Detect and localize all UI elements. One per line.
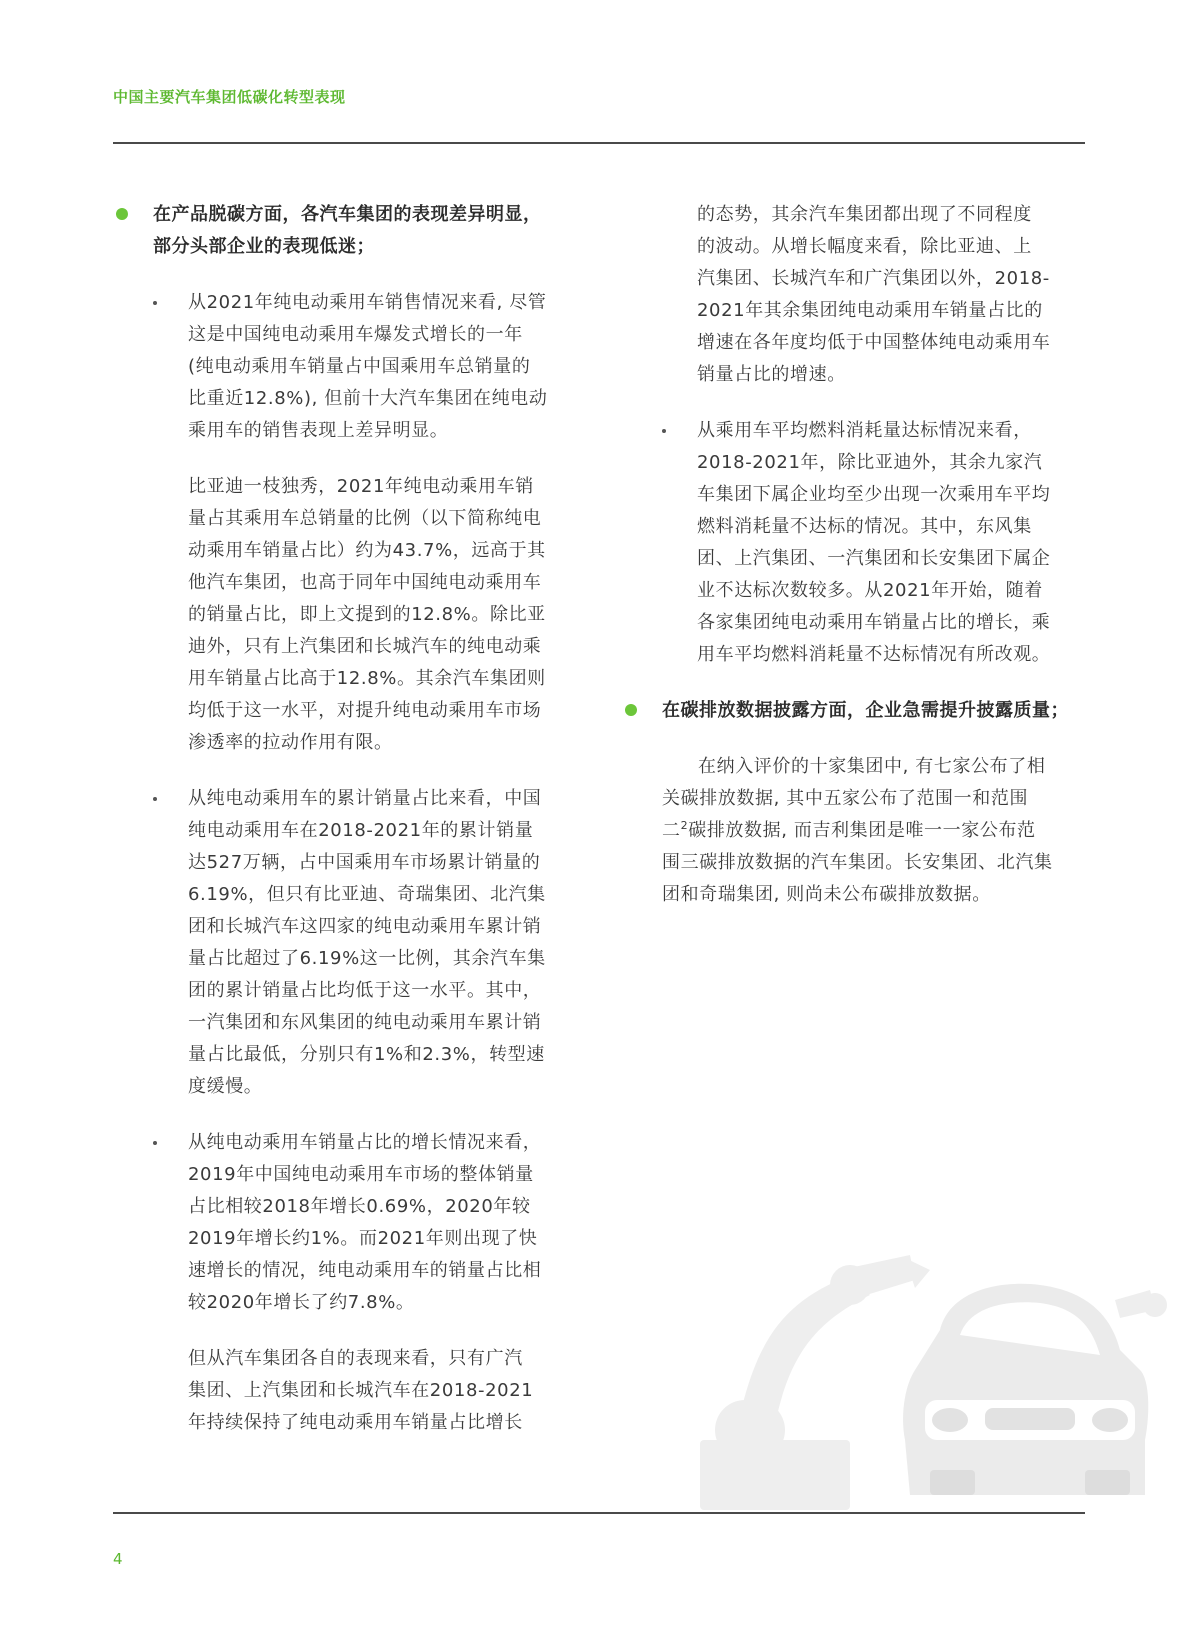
robot-joint-right xyxy=(1143,1293,1167,1317)
text-line: 这是中国纯电动乘用车爆发式增长的一年 xyxy=(188,324,523,345)
text-line: 从纯电动乘用车销量占比的增长情况来看， xyxy=(188,1132,542,1153)
text-line: 年持续保持了纯电动乘用车销量占比增长 xyxy=(188,1412,523,1433)
list-item xyxy=(622,415,1092,671)
text-line xyxy=(662,815,1092,847)
text-line: 团、上汽集团、一汽集团和长安集团下属企 xyxy=(697,548,1051,569)
text-line: 较2020年增长了约7.8%。 xyxy=(188,1292,415,1313)
text-line: 燃料消耗量不达标的情况。其中，东风集 xyxy=(697,516,1032,537)
header-rule xyxy=(113,142,1085,144)
text-line: 纯电动乘用车在2018-2021年的累计销量 xyxy=(188,820,534,841)
section-product-decarbonization xyxy=(113,199,583,263)
paragraph xyxy=(188,783,583,1103)
text-line: 量占比最低，分别只有1%和2.3%，转型速 xyxy=(188,1044,545,1065)
robot-elbow xyxy=(830,1265,870,1305)
paragraph xyxy=(188,287,583,447)
bullet-icon xyxy=(153,1141,157,1145)
text-line: 团和长城汽车这四家的纯电动乘用车累计销 xyxy=(188,916,542,937)
page-number: 4 xyxy=(113,1550,123,1568)
list-item xyxy=(113,783,583,1103)
text-line: 团的累计销量占比均低于这一水平。其中， xyxy=(188,980,542,1001)
green-bullet-icon xyxy=(116,208,128,220)
text-line: 的态势，其余汽车集团都出现了不同程度 xyxy=(697,204,1032,225)
robot-car-illustration xyxy=(700,1240,1200,1510)
text-line: 他汽车集团，也高于同年中国纯电动乘用车 xyxy=(188,572,542,593)
text-line: 汽集团、长城汽车和广汽集团以外，2018- xyxy=(697,268,1050,289)
right-column xyxy=(622,199,1092,911)
text-line: 动乘用车销量占比）约为43.7%，远高于其 xyxy=(188,540,546,561)
list-item xyxy=(113,1127,583,1439)
bullet-icon xyxy=(153,301,157,305)
text-line: 从2021年纯电动乘用车销售情况来看, 尽管 xyxy=(188,292,547,313)
text-line: 比亚迪一枝独秀，2021年纯电动乘用车销 xyxy=(188,476,534,497)
text-line: 2019年中国纯电动乘用车市场的整体销量 xyxy=(188,1164,534,1185)
text-line: 车集团下属企业均至少出现一次乘用车平均 xyxy=(697,484,1051,505)
bullet-icon xyxy=(662,429,666,433)
text-line: 一汽集团和东风集团的纯电动乘用车累计销 xyxy=(188,1012,542,1033)
text-line: 但从汽车集团各自的表现来看，只有广汽 xyxy=(188,1348,523,1369)
text-line: 从乘用车平均燃料消耗量达标情况来看， xyxy=(697,420,1032,441)
left-column xyxy=(113,199,583,1439)
green-bullet-icon xyxy=(625,704,637,716)
bullet-icon xyxy=(153,797,157,801)
text-line: 用车平均燃料消耗量不达标情况有所改观。 xyxy=(697,644,1051,665)
text-line: 2021年其余集团纯电动乘用车销量占比的 xyxy=(697,300,1043,321)
text-line: 团和奇瑞集团, 则尚未公布碳排放数据。 xyxy=(662,884,991,905)
text-line: 2018-2021年，除比亚迪外，其余九家汽 xyxy=(697,452,1043,473)
carbon-paragraph xyxy=(622,751,1092,911)
text-line: 在纳入评价的十家集团中, 有七家公布了相 xyxy=(698,756,1046,777)
text-line: 均低于这一水平，对提升纯电动乘用车市场 xyxy=(188,700,542,721)
text-line: 用车销量占比高于12.8%。其余汽车集团则 xyxy=(188,668,546,689)
section-carbon-disclosure xyxy=(622,695,1092,727)
paragraph xyxy=(188,1343,583,1439)
text-line: 各家集团纯电动乘用车销量占比的增长，乘 xyxy=(697,612,1051,633)
text-line: 销量占比的增速。 xyxy=(697,364,846,385)
text-line: 占比相较2018年增长0.69%，2020年较 xyxy=(188,1196,531,1217)
text-fragment: 碳排放数据, 而吉利集团是唯一一家公布范 xyxy=(688,820,1036,841)
text-line: 集团、上汽集团和长城汽车在2018-2021 xyxy=(188,1380,534,1401)
paragraph xyxy=(697,415,1092,671)
text-line: 业不达标次数较多。从2021年开始，随着 xyxy=(697,580,1043,601)
text-line: 迪外，只有上汽集团和长城汽车的纯电动乘 xyxy=(188,636,542,657)
text-line: 渗透率的拉动作用有限。 xyxy=(188,732,393,753)
car-icon xyxy=(903,1284,1148,1495)
text-line: 增速在各年度均低于中国整体纯电动乘用车 xyxy=(697,332,1051,353)
section-title-line: 在碳排放数据披露方面，企业急需提升披露质量； xyxy=(662,700,1069,721)
text-line: 达527万辆，占中国乘用车市场累计销量的 xyxy=(188,852,541,873)
text-line: 从纯电动乘用车的累计销量占比来看，中国 xyxy=(188,788,542,809)
text-fragment: 二 xyxy=(662,820,681,841)
text-line: 速增长的情况，纯电动乘用车的销量占比相 xyxy=(188,1260,542,1281)
footnote-ref[interactable]: 2 xyxy=(680,819,689,832)
text-line: 6.19%，但只有比亚迪、奇瑞集团、北汽集 xyxy=(188,884,546,905)
text-line: 量占其乘用车总销量的比例（以下简称纯电 xyxy=(188,508,542,529)
text-line: 量占比超过了6.19%这一比例，其余汽车集 xyxy=(188,948,546,969)
text-line: 乘用车的销售表现上差异明显。 xyxy=(188,420,449,441)
paragraph xyxy=(188,1127,583,1319)
text-line: 的波动。从增长幅度来看，除比亚迪、上 xyxy=(697,236,1032,257)
text-line: 的销量占比，即上文提到的12.8%。除比亚 xyxy=(188,604,546,625)
text-line: 比重近12.8%), 但前十大汽车集团在纯电动 xyxy=(188,388,548,409)
text-line: 围三碳排放数据的汽车集团。长安集团、北汽集 xyxy=(662,852,1053,873)
section-title-line: 在产品脱碳方面，各汽车集团的表现差异明显， xyxy=(153,204,542,225)
continued-paragraph xyxy=(622,199,1092,391)
text-line: 2019年增长约1%。而2021年则出现了快 xyxy=(188,1228,538,1249)
footer-rule xyxy=(113,1512,1085,1514)
text-line: 度缓慢。 xyxy=(188,1076,263,1097)
section-title-line: 部分头部企业的表现低迷； xyxy=(153,236,375,257)
list-item xyxy=(113,287,583,759)
text-line: 关碳排放数据, 其中五家公布了范围一和范围 xyxy=(662,788,1029,809)
paragraph xyxy=(188,471,583,759)
header-title: 中国主要汽车集团低碳化转型表现 xyxy=(113,88,346,106)
text-line: (纯电动乘用车销量占中国乘用车总销量的 xyxy=(188,356,531,377)
